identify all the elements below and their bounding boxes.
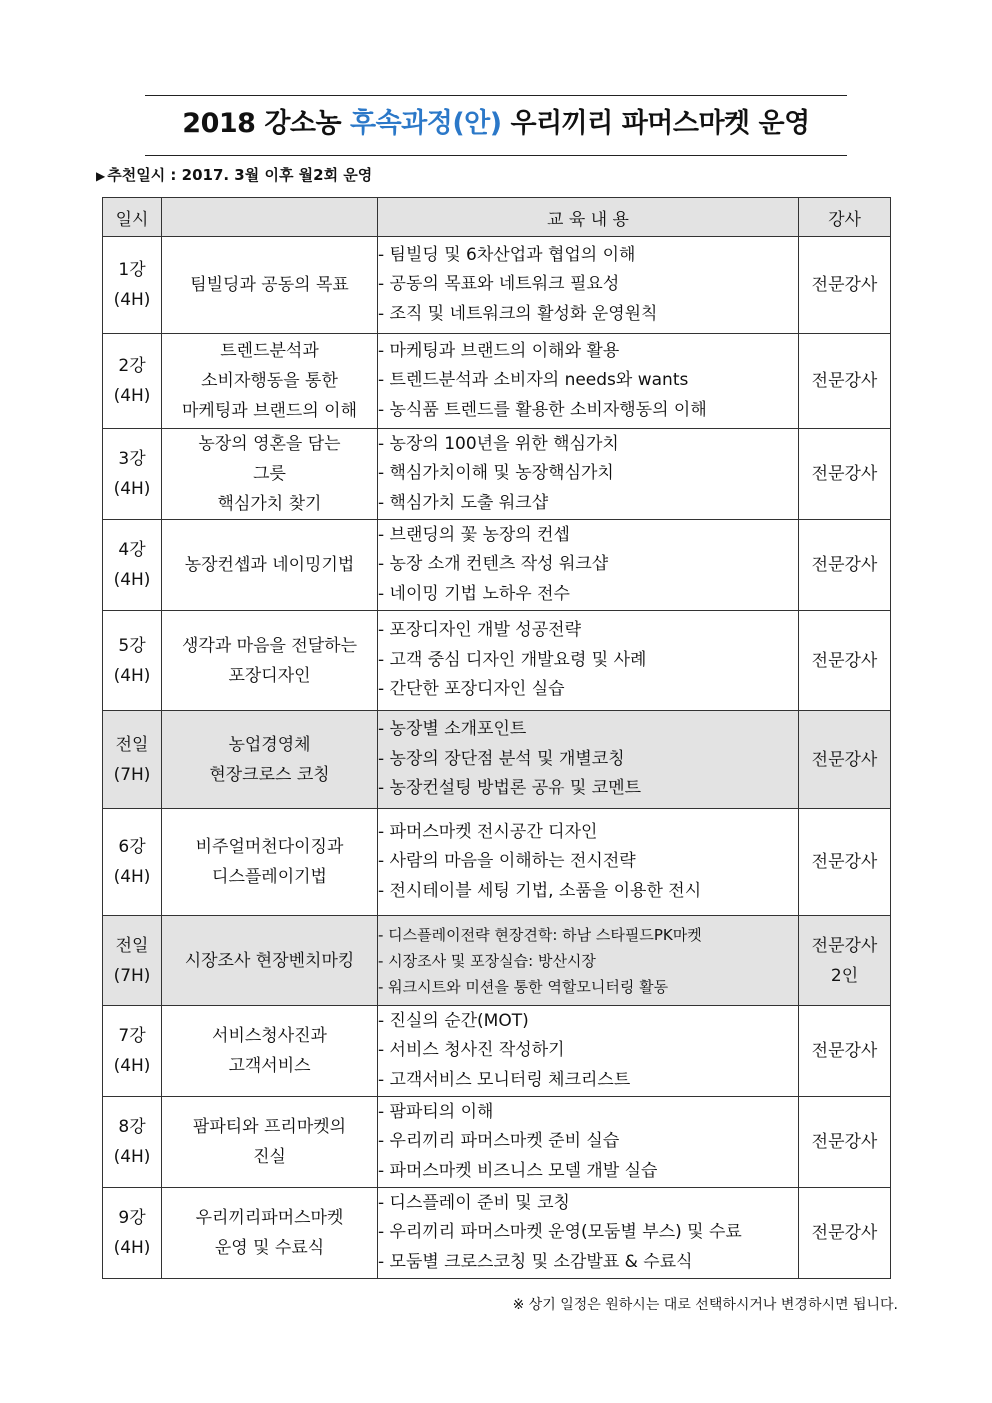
content-cell	[378, 711, 799, 809]
instructor-cell	[799, 334, 891, 429]
instructor-cell-line: 2인	[830, 965, 859, 986]
session-cell-line: 5강	[118, 635, 146, 656]
topic-cell-line: 진실	[253, 1147, 286, 1167]
topic-cell	[162, 611, 378, 711]
instructor-cell	[799, 611, 891, 711]
session-cell-line: (4H)	[113, 386, 151, 406]
instructor-cell-line: 전문강사	[811, 1041, 878, 1061]
content-cell-line: - 핵심가치 도출 워크샵	[378, 492, 549, 513]
session-cell	[103, 520, 162, 611]
table-row	[103, 429, 891, 520]
instructor-cell-line: 전문강사	[811, 650, 878, 671]
topic-cell	[162, 520, 378, 611]
content-cell-line: - 마케팅과 브랜드의 이해와 활용	[378, 340, 620, 361]
table-row	[103, 1006, 891, 1097]
content-cell-line: - 모둠별 크로스코칭 및 소감발표 & 수료식	[378, 1251, 693, 1272]
content-cell-line: - 농장컨설팅 방법론 공유 및 코멘트	[378, 778, 642, 799]
content-cell-line: - 농장 소개 컨텐츠 작성 워크샵	[378, 554, 609, 575]
table-row	[103, 809, 891, 916]
session-cell-line: (7H)	[113, 764, 151, 785]
table-row	[103, 611, 891, 711]
content-cell-line: - 고객서비스 모니터링 체크리스트	[378, 1069, 631, 1090]
session-cell-line: 1강	[118, 260, 146, 280]
topic-cell	[162, 429, 378, 520]
topic-cell-line: 고객서비스	[228, 1056, 311, 1076]
session-cell	[103, 611, 162, 711]
session-cell-line: 4강	[118, 540, 146, 560]
table-row	[103, 334, 891, 429]
content-cell-line: - 공동의 목표와 네트워크 필요성	[378, 274, 620, 295]
content-cell-line: - 파머스마켓 비즈니스 모델 개발 실습	[378, 1160, 658, 1181]
header-instructor: 강사	[799, 198, 891, 237]
content-cell-line: - 전시테이블 세팅 기법, 소품을 이용한 전시	[378, 880, 702, 901]
instructor-cell-line: 전문강사	[811, 275, 878, 295]
header-topic	[162, 198, 378, 237]
title-prefix: 2018 강소농	[182, 108, 350, 139]
content-cell-line: - 팜파티의 이해	[378, 1101, 494, 1122]
title-suffix: 우리끼리 파머스마켓 운영	[501, 108, 810, 139]
content-cell-line: - 포장디자인 개발 성공전략	[378, 620, 581, 641]
content-cell-line: - 우리끼리 파머스마켓 준비 실습	[378, 1131, 620, 1152]
table-row	[103, 916, 891, 1006]
content-cell	[378, 611, 799, 711]
topic-cell-line: 디스플레이기법	[212, 867, 327, 887]
table-body	[103, 237, 891, 1279]
table-row	[103, 520, 891, 611]
topic-cell-line: 핵심가치 찾기	[217, 494, 322, 514]
page-title	[145, 104, 847, 144]
table-row	[103, 1097, 891, 1188]
session-cell-line: (4H)	[113, 290, 151, 310]
session-cell	[103, 237, 162, 334]
content-cell-line: - 시장조사 및 포장실습: 방산시장	[378, 951, 596, 970]
instructor-cell	[799, 916, 891, 1006]
topic-cell-line: 팀빌딩과 공동의 목표	[190, 275, 349, 295]
topic-cell-line: 마케팅과 브랜드의 이해	[181, 401, 358, 421]
instructor-cell-line: 전문강사	[811, 1132, 878, 1152]
title-accent: 후속과정(안)	[350, 108, 502, 139]
topic-cell	[162, 1006, 378, 1097]
content-cell-line: - 농식품 트렌드를 활용한 소비자행동의 이해	[378, 399, 707, 420]
content-cell-line: - 농장별 소개포인트	[378, 719, 527, 740]
content-cell	[378, 916, 799, 1006]
content-cell	[378, 520, 799, 611]
curriculum-table	[102, 197, 891, 1279]
content-cell-line: - 조직 및 네트워크의 활성화 운영원칙	[378, 303, 658, 324]
session-cell-line: (4H)	[113, 570, 151, 590]
session-cell	[103, 1097, 162, 1188]
session-cell-line: 7강	[118, 1026, 146, 1046]
content-cell-line: - 진실의 순간(MOT)	[378, 1010, 529, 1031]
topic-cell-line: 시장조사 현장벤치마킹	[184, 950, 355, 971]
header-content: 교 육 내 용	[378, 198, 799, 237]
topic-cell-line: 그릇	[253, 464, 286, 484]
content-cell	[378, 1097, 799, 1188]
session-cell-line: 6강	[118, 837, 146, 857]
content-cell	[378, 1006, 799, 1097]
table-row	[103, 1188, 891, 1279]
session-cell	[103, 809, 162, 916]
content-cell-line: - 워크시트와 미션을 통한 역할모니터링 활동	[378, 977, 669, 996]
topic-cell-line: 팜파티와 프리마켓의	[192, 1117, 347, 1137]
content-cell-line: - 브랜딩의 꽃 농장의 컨셉	[378, 524, 570, 545]
title-top-rule	[145, 95, 847, 96]
instructor-cell-line: 전문강사	[811, 1223, 878, 1243]
table-row	[103, 237, 891, 334]
content-cell-line: - 팀빌딩 및 6차산업과 협업의 이해	[378, 244, 636, 265]
instructor-cell	[799, 429, 891, 520]
topic-cell-line: 포장디자인	[228, 665, 311, 686]
session-cell	[103, 334, 162, 429]
topic-cell-line: 농업경영체	[228, 734, 311, 755]
session-cell-line: 전일	[115, 935, 149, 956]
content-cell	[378, 237, 799, 334]
session-cell-line: (4H)	[113, 1056, 151, 1076]
session-cell-line: 9강	[118, 1208, 146, 1228]
topic-cell	[162, 1097, 378, 1188]
content-cell-line: - 사람의 마음을 이해하는 전시전략	[378, 851, 636, 872]
session-cell-line: (4H)	[113, 1147, 151, 1167]
topic-cell-line: 생각과 마음을 전달하는	[181, 635, 358, 656]
session-cell-line: 8강	[118, 1117, 146, 1137]
topic-cell-line: 우리끼리파머스마켓	[195, 1208, 344, 1228]
footnote: ※ 상기 일정은 원하시는 대로 선택하시거나 변경하시면 됩니다.	[512, 1297, 898, 1313]
session-cell	[103, 1006, 162, 1097]
instructor-cell	[799, 1006, 891, 1097]
topic-cell-line: 비주얼머천다이징과	[195, 837, 344, 857]
content-cell-line: - 네이밍 기법 노하우 전수	[378, 583, 570, 604]
session-cell-line: 전일	[115, 734, 149, 755]
content-cell-line: - 파머스마켓 전시공간 디자인	[378, 821, 598, 842]
content-cell-line: - 농장의 장단점 분석 및 개별코칭	[378, 748, 625, 769]
content-cell-line: - 디스플레이전략 현장견학: 하남 스타필드PK마켓	[378, 925, 702, 944]
session-cell-line: 2강	[118, 356, 146, 376]
table-row	[103, 711, 891, 809]
instructor-cell	[799, 809, 891, 916]
instructor-cell	[799, 1097, 891, 1188]
session-cell	[103, 1188, 162, 1279]
instructor-cell-line: 전문강사	[811, 749, 878, 770]
content-cell-line: - 고객 중심 디자인 개발요령 및 사례	[378, 649, 647, 670]
instructor-cell-line: 전문강사	[811, 852, 878, 872]
title-bottom-rule	[145, 155, 847, 156]
instructor-cell-line: 전문강사	[811, 371, 878, 391]
topic-cell	[162, 916, 378, 1006]
session-cell-line: (7H)	[113, 965, 151, 986]
content-cell-line: - 디스플레이 준비 및 코칭	[378, 1192, 570, 1213]
content-cell-line: - 간단한 포장디자인 실습	[378, 679, 565, 700]
content-cell-line: - 핵심가치이해 및 농장핵심가치	[378, 463, 614, 484]
session-cell-line: 3강	[118, 449, 146, 469]
instructor-cell	[799, 237, 891, 334]
recommended-schedule	[96, 164, 372, 185]
session-cell	[103, 916, 162, 1006]
topic-cell	[162, 334, 378, 429]
content-cell	[378, 1188, 799, 1279]
content-cell-line: - 우리끼리 파머스마켓 운영(모둠별 부스) 및 수료	[378, 1222, 742, 1243]
topic-cell-line: 농장의 영혼을 담는	[198, 434, 341, 454]
topic-cell-line: 농장컨셉과 네이밍기법	[184, 555, 355, 575]
recommended-schedule-text: 추천일시 : 2017. 3월 이후 월2회 운영	[107, 166, 373, 184]
session-cell-line: (4H)	[113, 1238, 151, 1258]
session-cell	[103, 429, 162, 520]
session-cell-line: (4H)	[113, 867, 151, 887]
topic-cell-line: 운영 및 수료식	[214, 1238, 325, 1258]
content-cell	[378, 334, 799, 429]
topic-cell	[162, 809, 378, 916]
table-header-row	[103, 198, 891, 237]
topic-cell	[162, 1188, 378, 1279]
instructor-cell	[799, 520, 891, 611]
instructor-cell	[799, 711, 891, 809]
session-cell-line: (4H)	[113, 665, 151, 686]
instructor-cell-line: 전문강사	[811, 464, 878, 484]
topic-cell	[162, 237, 378, 334]
content-cell	[378, 809, 799, 916]
content-cell	[378, 429, 799, 520]
topic-cell-line: 트렌드분석과	[220, 341, 319, 361]
topic-cell-line: 서비스청사진과	[212, 1026, 327, 1046]
content-cell-line: - 서비스 청사진 작성하기	[378, 1040, 565, 1061]
topic-cell-line: 현장크로스 코칭	[209, 764, 330, 785]
content-cell-line: - 농장의 100년을 위한 핵심가치	[378, 433, 619, 454]
instructor-cell	[799, 1188, 891, 1279]
header-session: 일시	[103, 198, 162, 237]
topic-cell	[162, 711, 378, 809]
instructor-cell-line: 전문강사	[811, 555, 878, 575]
content-cell-line: - 트렌드분석과 소비자의 needs와 wants	[378, 370, 689, 391]
triangle-bullet-icon: ▶	[96, 169, 106, 183]
instructor-cell-line: 전문강사	[811, 935, 878, 956]
session-cell-line: (4H)	[113, 479, 151, 499]
topic-cell-line: 소비자행동을 통한	[201, 371, 338, 391]
session-cell	[103, 711, 162, 809]
